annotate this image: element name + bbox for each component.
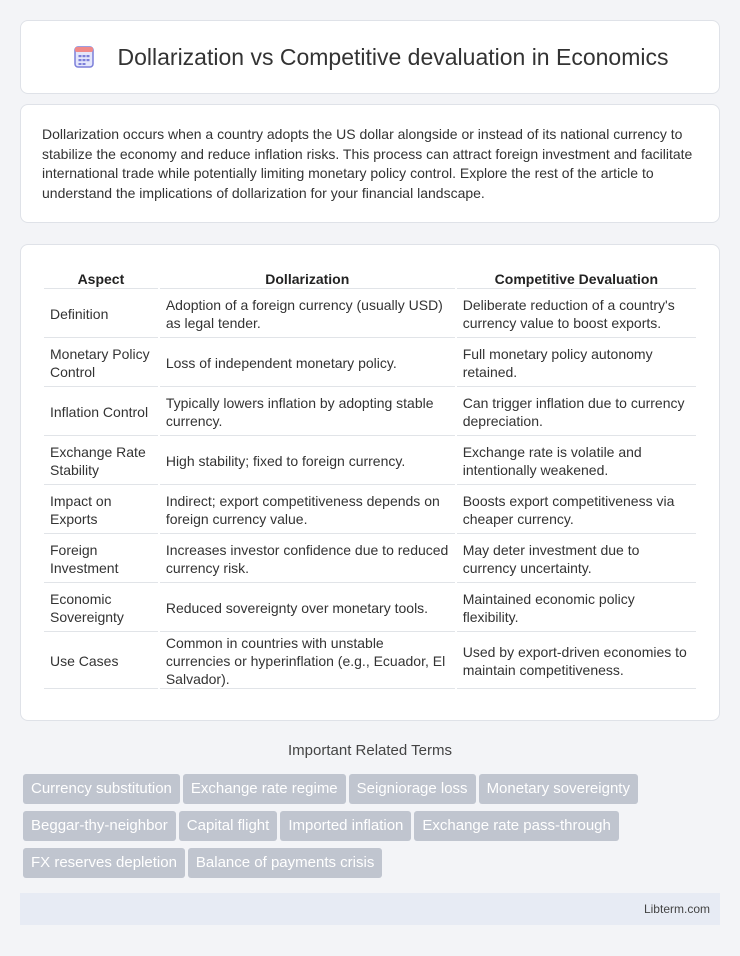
title-card: [20, 20, 720, 94]
devaluation-cell: Deliberate reduction of a country's currency value to boost exports.: [457, 291, 696, 338]
comparison-card: [20, 244, 720, 721]
footer-site-link[interactable]: Libterm.com: [643, 902, 710, 916]
dollarization-cell: Adoption of a foreign currency (usually USD) as legal tender.: [160, 291, 455, 338]
tag-capital-flight[interactable]: Capital flight: [179, 811, 278, 841]
tag-imported-inflation[interactable]: Imported inflation: [280, 811, 411, 841]
dollarization-cell: Increases investor confidence due to reduced currency risk.: [160, 536, 455, 583]
related-terms-list: [23, 774, 717, 885]
dollarization-cell: Loss of independent monetary policy.: [160, 340, 455, 387]
aspect-cell: Definition: [44, 291, 158, 338]
dollarization-cell: Indirect; export competitiveness depends on foreign currency value.: [160, 487, 455, 534]
table-row: [44, 291, 696, 338]
tag-exchange-rate-pass-through[interactable]: Exchange rate pass-through: [414, 811, 618, 841]
aspect-cell: Use Cases: [44, 634, 158, 689]
document-icon: [72, 45, 96, 69]
tag-monetary-sovereignty[interactable]: Monetary sovereignty: [479, 774, 638, 804]
header-competitive-devaluation: Competitive Devaluation: [457, 267, 696, 289]
related-terms-title: Important Related Terms: [288, 742, 452, 759]
table-row: [44, 634, 696, 689]
devaluation-cell: Can trigger inflation due to currency depreciation.: [457, 389, 696, 436]
aspect-cell: Foreign Investment: [44, 536, 158, 583]
footer: [20, 893, 720, 925]
devaluation-cell: Maintained economic policy flexibility.: [457, 585, 696, 632]
tag-exchange-rate-regime[interactable]: Exchange rate regime: [183, 774, 346, 804]
comparison-table: [42, 265, 698, 691]
devaluation-cell: Full monetary policy autonomy retained.: [457, 340, 696, 387]
table-row: [44, 536, 696, 583]
aspect-cell: Impact on Exports: [44, 487, 158, 534]
aspect-cell: Inflation Control: [44, 389, 158, 436]
aspect-cell: Monetary Policy Control: [44, 340, 158, 387]
table-row: [44, 340, 696, 387]
header-aspect: Aspect: [44, 267, 158, 289]
intro-text: Dollarization occurs when a country adopts the US dollar alongside or instead of its national currency to stabilize the economy and reduce inflation risks. This process can attract foreign investment and facilitate international trade while potentially limiting monetary policy control. Explore the rest of the article to understand the implications of dollarization for your financial landscape.: [42, 126, 693, 201]
tag-currency-substitution[interactable]: Currency substitution: [23, 774, 180, 804]
table-row: [44, 487, 696, 534]
table-row: [44, 585, 696, 632]
dollarization-cell: High stability; fixed to foreign currency.: [160, 438, 455, 485]
dollarization-cell: Common in countries with unstable currencies or hyperinflation (e.g., Ecuador, El Salvador).: [160, 634, 455, 689]
devaluation-cell: May deter investment due to currency uncertainty.: [457, 536, 696, 583]
tag-fx-reserves-depletion[interactable]: FX reserves depletion: [23, 848, 185, 878]
aspect-cell: Economic Sovereignty: [44, 585, 158, 632]
header-dollarization: Dollarization: [160, 267, 455, 289]
devaluation-cell: Boosts export competitiveness via cheaper currency.: [457, 487, 696, 534]
table-row: [44, 438, 696, 485]
dollarization-cell: Reduced sovereignty over monetary tools.: [160, 585, 455, 632]
tag-seigniorage-loss[interactable]: Seigniorage loss: [349, 774, 476, 804]
dollarization-cell: Typically lowers inflation by adopting stable currency.: [160, 389, 455, 436]
tag-beggar-thy-neighbor[interactable]: Beggar-thy-neighbor: [23, 811, 176, 841]
devaluation-cell: Used by export-driven economies to maintain competitiveness.: [457, 634, 696, 689]
intro-card: [20, 104, 720, 223]
page-title: Dollarization vs Competitive devaluation in Economics: [117, 43, 669, 70]
table-row: [44, 389, 696, 436]
table-header-row: [44, 267, 696, 289]
devaluation-cell: Exchange rate is volatile and intentionally weakened.: [457, 438, 696, 485]
aspect-cell: Exchange Rate Stability: [44, 438, 158, 485]
tag-balance-of-payments-crisis[interactable]: Balance of payments crisis: [188, 848, 382, 878]
